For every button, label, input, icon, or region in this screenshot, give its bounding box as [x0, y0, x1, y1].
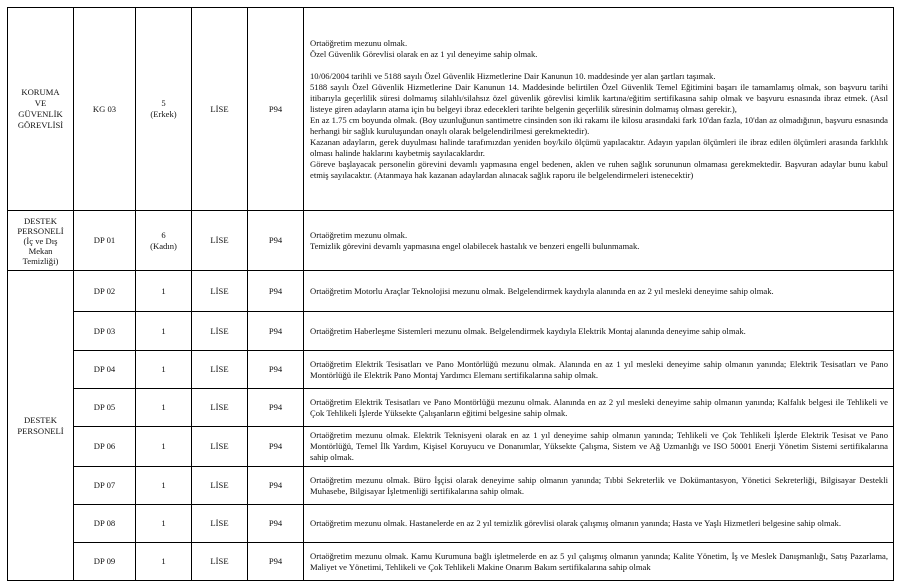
score-type-cell: P94 [248, 427, 304, 467]
code-cell: KG 03 [74, 8, 136, 211]
education-cell: LİSE [192, 351, 248, 389]
score-type-cell: P94 [248, 505, 304, 543]
count-cell: 6 (Kadın) [136, 211, 192, 271]
score-type-cell: P94 [248, 8, 304, 211]
requirements-cell: Ortaöğretim Motorlu Araçlar Teknolojisi mezunu olmak. Belgelendirmek kaydıyla alanında en az 2 yıl mesleki deneyime sahip olmak. [304, 271, 894, 312]
table-row-dp09 [8, 543, 894, 581]
requirements-cell: Ortaöğretim mezunu olmak. Kamu Kurumuna bağlı işletmelerde en az 5 yıl çalışmış olmanın yanında; Kalite Yönetim, İş ve Meslek Danışmanlığı, Satış Pazarlama, Maliyet ve Yönetimi, Tehlikeli ve Çok Tehlikeli Makine Onarım Bakım sertifikalarına sahip olmak [304, 543, 894, 581]
requirements-cell: Ortaöğretim mezunu olmak. Özel Güvenlik Görevlisi olarak en az 1 yıl deneyime sahip olmak. 10/06/2004 tarihli ve 5188 sayılı Özel Güvenlik Hizmetlerine Dair Kanunun 10. maddesinde yer alan şartları taşımak. 5188 sayılı Özel Güvenlik Hizmetlerine Dair Kanunun 14. Maddesinde belirtilen Özel Güvenlik Temel Eğitimini başarı ile tamamlamış olmak, son başvuru tarihi itibarıyla geçerlilik süresi dolmamış silahlı/silahsız özel güvenlik görevlisi kimlik kartına/eğitim sertifikasına sahip olmak ve başvuru esnasında ibraz etmek. (Asıl listeye giren adayların atama için bu belgeyi ibraz edecekleri tarihte belgenin geçerlilik süresinin dolmamış olması gerekir.), En az 1.75 cm boyunda olmak. (Boy uzunluğunun santimetre cinsinden son iki rakamı ile kilosu arasındaki fark 10'dan fazla, 10'dan az olmadığının, başvuru esnasında herhangi bir sağlık kuruluşundan onaylı olarak belgelendirilmesi gerekmektedir). Kazanan adayların, gerek duyulması halinde tarafımızdan yeniden boy/kilo ölçümü yapılacaktır. Adayın yapılan ölçümleri ile ibraz edilen ölçümleri arasında farklılık olması halinde haklarını kaybetmiş sayılacaklardır. Göreve başlayacak personelin görevini devamlı yapmasına engel bedenen, aklen ve ruhen sağlık sorununun olmaması gerekmektedir. Başvuran adaylar bunu kabul etmiş sayılacaktır. (Atanmaya hak kazanan adaylardan alınacak sağlık raporu ile belgelendirmeleri istenecektir) [304, 8, 894, 211]
code-cell: DP 08 [74, 505, 136, 543]
code-cell: DP 03 [74, 312, 136, 351]
count-cell: 5 (Erkek) [136, 8, 192, 211]
education-cell: LİSE [192, 467, 248, 505]
score-type-cell: P94 [248, 543, 304, 581]
job-requirements-table [7, 7, 894, 581]
count-cell: 1 [136, 467, 192, 505]
count-cell: 1 [136, 505, 192, 543]
education-cell: LİSE [192, 8, 248, 211]
count-cell: 1 [136, 312, 192, 351]
table-row-dp03 [8, 312, 894, 351]
table-row-kg03 [8, 8, 894, 211]
count-cell: 1 [136, 351, 192, 389]
position-cell: KORUMA VE GÜVENLİK GÖREVLİSİ [8, 8, 74, 211]
education-cell: LİSE [192, 427, 248, 467]
position-cell: DESTEK PERSONELİ (İç ve Dış Mekan Temizliği) [8, 211, 74, 271]
table-row-dp07 [8, 467, 894, 505]
score-type-cell: P94 [248, 312, 304, 351]
count-cell: 1 [136, 427, 192, 467]
count-cell: 1 [136, 543, 192, 581]
education-cell: LİSE [192, 271, 248, 312]
score-type-cell: P94 [248, 271, 304, 312]
table-row-dp04 [8, 351, 894, 389]
education-cell: LİSE [192, 312, 248, 351]
requirements-cell: Ortaöğretim mezunu olmak. Elektrik Teknisyeni olarak en az 1 yıl deneyime sahip olmanın yanında; Tehlikeli ve Çok Tehlikeli İşlerde Elektrik Tesisat ve Pano Montörlüğü, Temel İlk Yardım, Kişisel Koruyucu ve Donanımlar, Yüksekte Çalışma, Sistem ve Ağ Uzmanlığı ve ISO 50001 Enerji Yönetim Sistemi sertifikalarına sahip olmak. [304, 427, 894, 467]
requirements-cell: Ortaöğretim Haberleşme Sistemleri mezunu olmak. Belgelendirmek kaydıyla Elektrik Montaj alanında deneyime sahip olmak. [304, 312, 894, 351]
code-cell: DP 06 [74, 427, 136, 467]
education-cell: LİSE [192, 505, 248, 543]
table-row-dp01 [8, 211, 894, 271]
education-cell: LİSE [192, 211, 248, 271]
score-type-cell: P94 [248, 211, 304, 271]
count-cell: 1 [136, 271, 192, 312]
requirements-cell: Ortaöğretim mezunu olmak. Büro İşçisi olarak deneyime sahip olmanın yanında; Tıbbi Sekreterlik ve Dokümantasyon, Yönetici Sekreterliği, Bilgisayar Destekli Muhasebe, Bilgisayar İşletmenliği sertifikalarına sahip olmak. [304, 467, 894, 505]
table-row-dp02 [8, 271, 894, 312]
education-cell: LİSE [192, 389, 248, 427]
code-cell: DP 01 [74, 211, 136, 271]
code-cell: DP 02 [74, 271, 136, 312]
code-cell: DP 09 [74, 543, 136, 581]
score-type-cell: P94 [248, 351, 304, 389]
table-row-dp08 [8, 505, 894, 543]
requirements-cell: Ortaöğretim Elektrik Tesisatları ve Pano Montörlüğü mezunu olmak. Alanında en az 1 yıl mesleki deneyime sahip olmanın yanında; Elektrik Tesisatları ve Pano Montörlüğü ile Elektrik Pano Montaj Yardımcı Elemanı sertifikalarına sahip olmak. [304, 351, 894, 389]
code-cell: DP 05 [74, 389, 136, 427]
requirements-cell: Ortaöğretim mezunu olmak. Temizlik görevini devamlı yapmasına engel olabilecek hastalık ve benzeri engelli bulunmamak. [304, 211, 894, 271]
code-cell: DP 07 [74, 467, 136, 505]
score-type-cell: P94 [248, 467, 304, 505]
requirements-cell: Ortaöğretim mezunu olmak. Hastanelerde en az 2 yıl temizlik görevlisi olarak çalışmış olmanın yanında; Hasta ve Yaşlı Hizmetleri belgesine sahip olmak. [304, 505, 894, 543]
count-cell: 1 [136, 389, 192, 427]
code-cell: DP 04 [74, 351, 136, 389]
education-cell: LİSE [192, 543, 248, 581]
table-row-dp05 [8, 389, 894, 427]
requirements-cell: Ortaöğretim Elektrik Tesisatları ve Pano Montörlüğü mezunu olmak. Alanında en az 2 yıl mesleki deneyime sahip olmanın yanında; Kalfalık belgesi ile Tehlikeli ve Çok Tehlikeli İşlerde Yüksekte Çalışanların eğitimi belgesine sahip olmak. [304, 389, 894, 427]
position-cell: DESTEK PERSONELİ [8, 271, 74, 581]
score-type-cell: P94 [248, 389, 304, 427]
table-row-dp06 [8, 427, 894, 467]
